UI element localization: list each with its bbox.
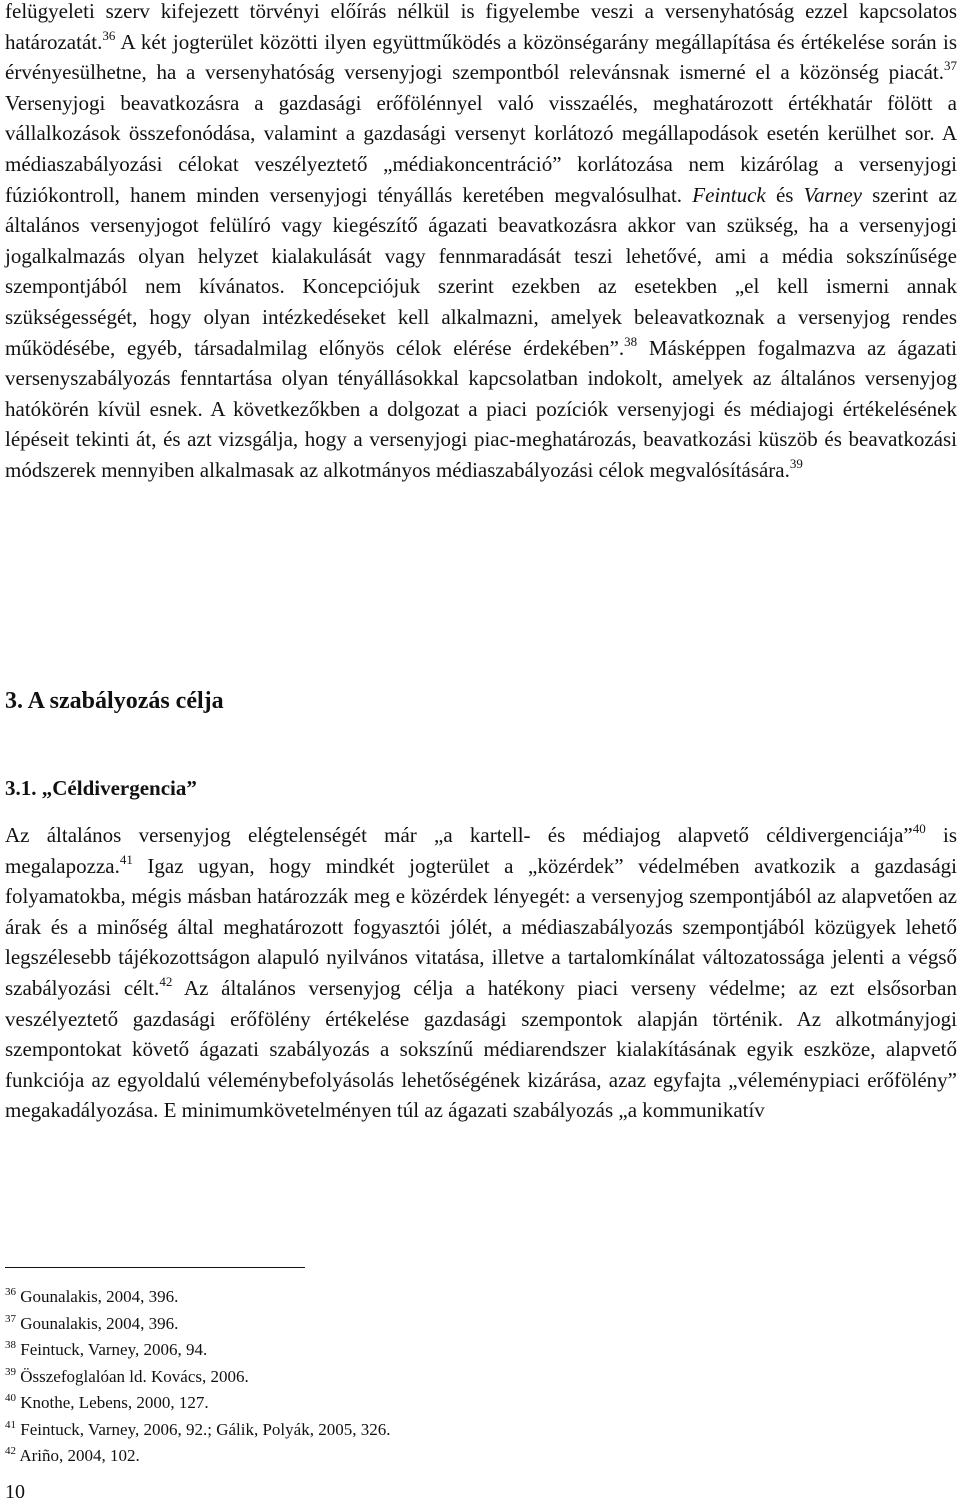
paragraph-text: A két jogterület közötti ilyen együttműködés a közönségarány megállapítása és értékelése során is érvényesülhetne, ha a versenyhatóság versenyjogi szempontból relevánsnak ismerné el a közönség piacát.	[5, 29, 957, 85]
paragraph-text: is megalapozza.	[5, 823, 957, 878]
footnote-text: Gounalakis, 2004, 396.	[20, 1313, 179, 1333]
section-heading: 3. A szabályozás célja	[5, 688, 224, 714]
footnote-text: Összefoglalóan ld. Kovács, 2006.	[20, 1366, 249, 1386]
author-name-varney: Varney	[803, 182, 862, 207]
page-number: 10	[5, 1481, 25, 1503]
footnote-item	[5, 1443, 905, 1470]
footnote-text: Gounalakis, 2004, 396.	[20, 1287, 179, 1306]
footnote-number: 42	[5, 1445, 16, 1457]
footnote-text: Feintuck, Varney, 2006, 94.	[20, 1340, 208, 1359]
footnote-list	[5, 1284, 905, 1470]
footnote-item	[5, 1364, 905, 1391]
paragraph-text: Igaz ugyan, hogy mindkét jogterület a „közérdek” védelmében avatkozik a gazdasági folyamatokba, mégis másban határozzák meg e közérdek lényegét: a versenyjog szempontjából az alapvetően az árak és a minőség által meghatározott fogyasztói jólét, a médiaszabályozás szempontjából közügyek lehető legszélesebb tájékozottságon alapuló nyilvános vitatása, illetve a tartalomkínálat változatossága jelenti a végső szabályozási célt.	[5, 853, 957, 1000]
paragraph-text: Versenyjogi beavatkozásra a gazdasági erőfölénnyel való visszaélés, meghatározott értékhatár fölött a vállalkozások összefonódása, valamint a gazdasági versenyt korlátozó megállapodások esetén kerülhet sor. A médiaszabályozási célokat veszélyeztető „médiakoncentráció” korlátozása nem kizárólag a versenyjogi fúziókontroll, hanem minden versenyjogi tényállás keretében megvalósulhat.	[5, 90, 957, 207]
paragraph-text: szerint az általános versenyjogot felülíró vagy kiegészítő ágazati beavatkozásra akkor van szükség, ha a versenyjogi jogalkalmazás olyan helyzet kialakulását vagy fennmaradását teszi lehetővé, ami a média sokszínűsége szempontjából nem kívánatos. Koncepciójuk szerint ezekben az esetekben „el kell ismerni annak szükségességét, hogy olyan intézkedéseket kell alkalmazni, amelyek beleavatkoznak a versenyjog rendes működésébe, egyéb, társadalmilag előnyös célok elérése érdekében”.	[5, 182, 957, 360]
paragraph-text: Az általános versenyjog elégtelenségét már „a kartell- és médiajog alapvető céldivergenciája”	[5, 823, 913, 847]
footnote-ref-39[interactable]: 39	[789, 455, 803, 471]
paragraph-text: felügyeleti szerv kifejezett törvényi előírás nélkül is figyelembe veszi a versenyhatóság ezzel kapcsolatos határozatát.	[5, 0, 957, 54]
paragraph-text: és	[765, 182, 804, 207]
footnote-ref-36[interactable]: 36	[102, 27, 116, 43]
footnote-ref-41[interactable]: 41	[119, 851, 133, 867]
footnote-item	[5, 1311, 905, 1338]
footnote-number: 40	[5, 1392, 16, 1404]
footnote-item	[5, 1337, 905, 1364]
paragraph-text: Másképpen fogalmazva az ágazati versenyszabályozás fenntartása olyan tényállásokkal kapcsolatban indokolt, amelyek az általános versenyjog hatókörén kívül esnek. A következőkben a dolgozat a piaci pozíciók versenyjogi és médiajogi értékelésének lépéseit tekinti át, és azt vizsgálja, hogy a versenyjogi piac-meghatározás, beavatkozási küszöb és beavatkozási módszerek mennyiben alkalmasak az alkotmányos médiaszabályozási célok megvalósítására.	[5, 335, 957, 482]
footnote-number: 36	[5, 1286, 16, 1298]
body-paragraph-2	[5, 820, 957, 1126]
footnote-ref-40[interactable]: 40	[912, 821, 926, 836]
footnote-item	[5, 1417, 905, 1444]
footnote-number: 41	[5, 1418, 16, 1431]
footnote-text: Ariño, 2004, 102.	[19, 1446, 140, 1465]
footnote-ref-37[interactable]: 37	[944, 58, 957, 74]
author-name-feintuck: Feintuck	[692, 182, 766, 207]
footnote-number: 37	[5, 1312, 16, 1325]
footnote-text: Knothe, Lebens, 2000, 127.	[20, 1393, 209, 1412]
footnote-ref-38[interactable]: 38	[624, 333, 638, 349]
footnote-ref-42[interactable]: 42	[159, 973, 173, 989]
footnote-number: 39	[5, 1365, 16, 1378]
footnote-separator	[5, 1267, 305, 1268]
body-paragraph-1	[5, 0, 957, 486]
paragraph-text: Az általános versenyjog célja a hatékony piaci verseny védelme; az ezt elsősorban veszélyeztető gazdasági erőfölény értékelése gazdasági szempontok alapján történik. Az alkotmányjogi szempontokat követő ágazati szabályozás a sokszínű médiarendszer kialakításának egyik eszköze, alapvető funkciója az egyoldalú véleménybefolyásolás lehetőségének kizárása, azaz egyfajta „véleménypiaci erőfölény” megakadályozása. E minimumkövetelményen túl az ágazati szabályozás „a kommunikatív	[5, 975, 957, 1123]
footnote-item	[5, 1284, 905, 1311]
footnote-item	[5, 1390, 905, 1417]
footnote-text: Feintuck, Varney, 2006, 92.; Gálik, Polyák, 2005, 326.	[20, 1419, 391, 1439]
subsection-heading: 3.1. „Céldivergencia”	[5, 776, 197, 800]
footnote-number: 38	[5, 1339, 16, 1351]
